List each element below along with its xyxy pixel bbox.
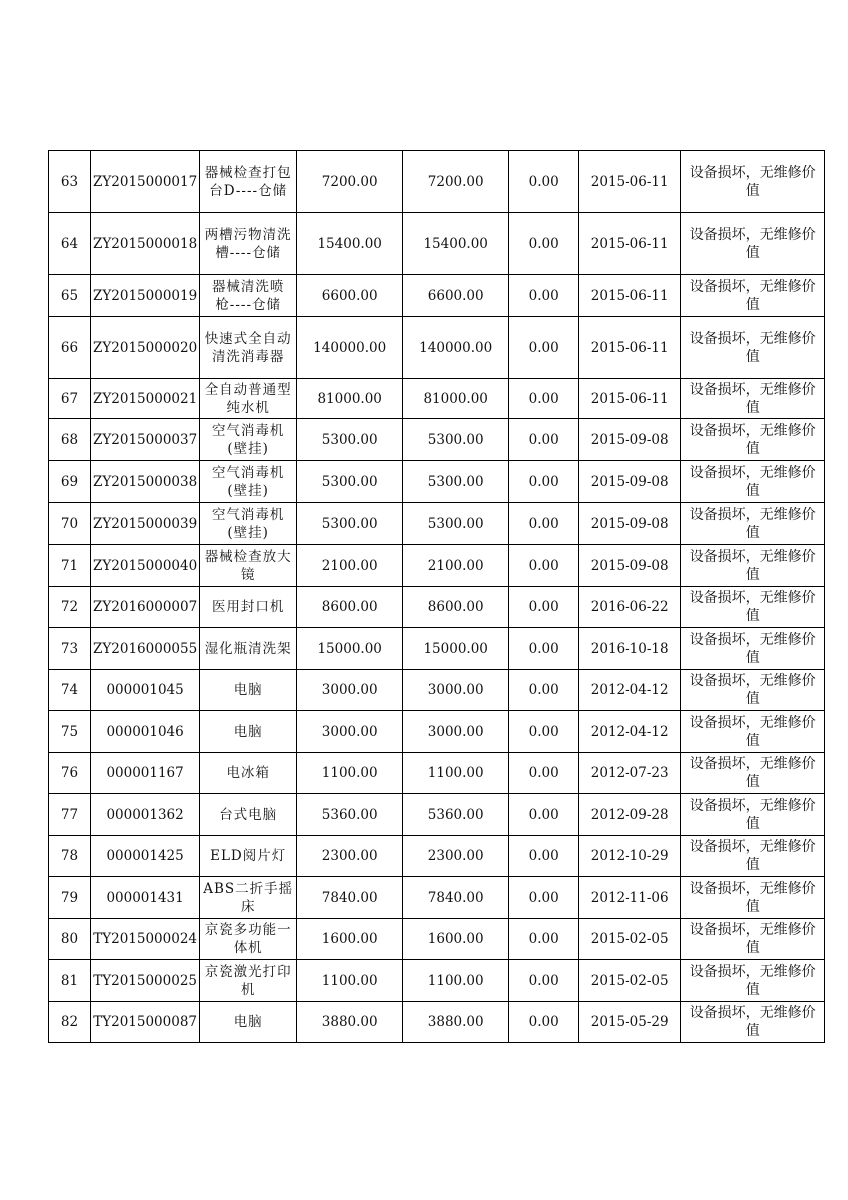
asset-code-cell: ZY2015000038	[91, 461, 200, 503]
disposal-reason-cell: 设备损坏，无维修价值	[681, 1002, 825, 1043]
disposal-reason-cell: 设备损坏，无维修价值	[681, 836, 825, 877]
original-value-cell: 2100.00	[297, 545, 403, 587]
asset-name-cell: 全自动普通型纯水机	[200, 379, 297, 419]
net-value-cell: 0.00	[509, 753, 579, 794]
disposal-reason-cell: 设备损坏，无维修价值	[681, 960, 825, 1002]
accumulated-depreciation-cell: 3000.00	[403, 670, 509, 711]
net-value-cell: 0.00	[509, 587, 579, 628]
asset-code-cell: 000001431	[91, 877, 200, 919]
asset-name-cell: 空气消毒机(壁挂)	[200, 419, 297, 461]
accumulated-depreciation-cell: 15400.00	[403, 213, 509, 275]
accumulated-depreciation-cell: 5300.00	[403, 461, 509, 503]
disposal-reason-cell: 设备损坏，无维修价值	[681, 587, 825, 628]
net-value-cell: 0.00	[509, 419, 579, 461]
asset-code-cell: 000001045	[91, 670, 200, 711]
row-number-cell: 79	[49, 877, 91, 919]
original-value-cell: 3000.00	[297, 670, 403, 711]
disposal-reason-cell: 设备损坏，无维修价值	[681, 711, 825, 753]
original-value-cell: 3880.00	[297, 1002, 403, 1043]
asset-name-cell: 电脑	[200, 711, 297, 753]
net-value-cell: 0.00	[509, 711, 579, 753]
asset-name-cell: 电冰箱	[200, 753, 297, 794]
acquisition-date-cell: 2015-06-11	[579, 317, 681, 379]
table-row	[49, 419, 825, 461]
net-value-cell: 0.00	[509, 628, 579, 670]
accumulated-depreciation-cell: 2300.00	[403, 836, 509, 877]
acquisition-date-cell: 2016-10-18	[579, 628, 681, 670]
original-value-cell: 81000.00	[297, 379, 403, 419]
net-value-cell: 0.00	[509, 919, 579, 960]
asset-name-cell: 器械检查打包台D----仓储	[200, 151, 297, 213]
disposal-reason-cell: 设备损坏，无维修价值	[681, 794, 825, 836]
asset-code-cell: 000001362	[91, 794, 200, 836]
disposal-reason-cell: 设备损坏，无维修价值	[681, 151, 825, 213]
net-value-cell: 0.00	[509, 960, 579, 1002]
net-value-cell: 0.00	[509, 151, 579, 213]
net-value-cell: 0.00	[509, 275, 579, 317]
acquisition-date-cell: 2015-02-05	[579, 919, 681, 960]
disposal-reason-cell: 设备损坏，无维修价值	[681, 670, 825, 711]
original-value-cell: 1100.00	[297, 753, 403, 794]
acquisition-date-cell: 2015-05-29	[579, 1002, 681, 1043]
asset-name-cell: 台式电脑	[200, 794, 297, 836]
asset-name-cell: 器械检查放大镜	[200, 545, 297, 587]
accumulated-depreciation-cell: 7840.00	[403, 877, 509, 919]
asset-code-cell: 000001425	[91, 836, 200, 877]
table-row	[49, 461, 825, 503]
table-row	[49, 213, 825, 275]
accumulated-depreciation-cell: 5300.00	[403, 503, 509, 545]
accumulated-depreciation-cell: 6600.00	[403, 275, 509, 317]
asset-code-cell: TY2015000087	[91, 1002, 200, 1043]
acquisition-date-cell: 2012-04-12	[579, 670, 681, 711]
acquisition-date-cell: 2015-06-11	[579, 213, 681, 275]
disposal-reason-cell: 设备损坏，无维修价值	[681, 461, 825, 503]
disposal-reason-cell: 设备损坏，无维修价值	[681, 628, 825, 670]
row-number-cell: 69	[49, 461, 91, 503]
accumulated-depreciation-cell: 3000.00	[403, 711, 509, 753]
table-row	[49, 753, 825, 794]
asset-code-cell: ZY2015000039	[91, 503, 200, 545]
asset-code-cell: TY2015000025	[91, 960, 200, 1002]
acquisition-date-cell: 2015-06-11	[579, 151, 681, 213]
table-row	[49, 628, 825, 670]
row-number-cell: 73	[49, 628, 91, 670]
accumulated-depreciation-cell: 1100.00	[403, 960, 509, 1002]
asset-name-cell: ELD阅片灯	[200, 836, 297, 877]
asset-code-cell: 000001046	[91, 711, 200, 753]
original-value-cell: 5300.00	[297, 461, 403, 503]
original-value-cell: 2300.00	[297, 836, 403, 877]
asset-code-cell: ZY2015000018	[91, 213, 200, 275]
row-number-cell: 65	[49, 275, 91, 317]
asset-code-cell: TY2015000024	[91, 919, 200, 960]
disposal-reason-cell: 设备损坏，无维修价值	[681, 275, 825, 317]
table-row	[49, 919, 825, 960]
asset-name-cell: 京瓷多功能一体机	[200, 919, 297, 960]
row-number-cell: 66	[49, 317, 91, 379]
accumulated-depreciation-cell: 5360.00	[403, 794, 509, 836]
disposal-reason-cell: 设备损坏，无维修价值	[681, 919, 825, 960]
acquisition-date-cell: 2012-11-06	[579, 877, 681, 919]
row-number-cell: 72	[49, 587, 91, 628]
table-row	[49, 317, 825, 379]
disposal-reason-cell: 设备损坏，无维修价值	[681, 753, 825, 794]
table-row	[49, 1002, 825, 1043]
acquisition-date-cell: 2012-07-23	[579, 753, 681, 794]
accumulated-depreciation-cell: 8600.00	[403, 587, 509, 628]
net-value-cell: 0.00	[509, 877, 579, 919]
original-value-cell: 1600.00	[297, 919, 403, 960]
row-number-cell: 67	[49, 379, 91, 419]
original-value-cell: 7200.00	[297, 151, 403, 213]
acquisition-date-cell: 2012-09-28	[579, 794, 681, 836]
disposal-reason-cell: 设备损坏，无维修价值	[681, 503, 825, 545]
table-row	[49, 794, 825, 836]
net-value-cell: 0.00	[509, 794, 579, 836]
row-number-cell: 81	[49, 960, 91, 1002]
asset-name-cell: 电脑	[200, 670, 297, 711]
asset-name-cell: 两槽污物清洗槽----仓储	[200, 213, 297, 275]
table-row	[49, 379, 825, 419]
accumulated-depreciation-cell: 1600.00	[403, 919, 509, 960]
original-value-cell: 3000.00	[297, 711, 403, 753]
asset-code-cell: ZY2015000037	[91, 419, 200, 461]
row-number-cell: 78	[49, 836, 91, 877]
disposal-reason-cell: 设备损坏，无维修价值	[681, 379, 825, 419]
asset-code-cell: ZY2015000021	[91, 379, 200, 419]
net-value-cell: 0.00	[509, 670, 579, 711]
net-value-cell: 0.00	[509, 213, 579, 275]
acquisition-date-cell: 2015-09-08	[579, 545, 681, 587]
row-number-cell: 82	[49, 1002, 91, 1043]
asset-name-cell: 空气消毒机(壁挂)	[200, 503, 297, 545]
acquisition-date-cell: 2012-10-29	[579, 836, 681, 877]
original-value-cell: 7840.00	[297, 877, 403, 919]
row-number-cell: 77	[49, 794, 91, 836]
net-value-cell: 0.00	[509, 836, 579, 877]
row-number-cell: 68	[49, 419, 91, 461]
original-value-cell: 8600.00	[297, 587, 403, 628]
table-row	[49, 711, 825, 753]
table-row	[49, 587, 825, 628]
acquisition-date-cell: 2016-06-22	[579, 587, 681, 628]
asset-code-cell: 000001167	[91, 753, 200, 794]
net-value-cell: 0.00	[509, 545, 579, 587]
table-row	[49, 670, 825, 711]
asset-name-cell: 湿化瓶清洗架	[200, 628, 297, 670]
accumulated-depreciation-cell: 140000.00	[403, 317, 509, 379]
row-number-cell: 76	[49, 753, 91, 794]
disposal-reason-cell: 设备损坏，无维修价值	[681, 545, 825, 587]
asset-name-cell: 医用封口机	[200, 587, 297, 628]
asset-name-cell: 器械清洗喷枪----仓储	[200, 275, 297, 317]
original-value-cell: 6600.00	[297, 275, 403, 317]
table-row	[49, 151, 825, 213]
asset-code-cell: ZY2016000055	[91, 628, 200, 670]
net-value-cell: 0.00	[509, 503, 579, 545]
disposal-reason-cell: 设备损坏，无维修价值	[681, 317, 825, 379]
asset-code-cell: ZY2016000007	[91, 587, 200, 628]
asset-disposal-table	[48, 150, 825, 1043]
original-value-cell: 15000.00	[297, 628, 403, 670]
row-number-cell: 71	[49, 545, 91, 587]
table-row	[49, 960, 825, 1002]
row-number-cell: 70	[49, 503, 91, 545]
asset-code-cell: ZY2015000040	[91, 545, 200, 587]
original-value-cell: 5300.00	[297, 503, 403, 545]
disposal-reason-cell: 设备损坏，无维修价值	[681, 419, 825, 461]
asset-name-cell: 电脑	[200, 1002, 297, 1043]
disposal-reason-cell: 设备损坏，无维修价值	[681, 877, 825, 919]
acquisition-date-cell: 2015-06-11	[579, 379, 681, 419]
acquisition-date-cell: 2015-09-08	[579, 503, 681, 545]
acquisition-date-cell: 2012-04-12	[579, 711, 681, 753]
net-value-cell: 0.00	[509, 317, 579, 379]
table-row	[49, 545, 825, 587]
acquisition-date-cell: 2015-09-08	[579, 419, 681, 461]
original-value-cell: 5360.00	[297, 794, 403, 836]
original-value-cell: 140000.00	[297, 317, 403, 379]
original-value-cell: 15400.00	[297, 213, 403, 275]
table-row	[49, 275, 825, 317]
net-value-cell: 0.00	[509, 461, 579, 503]
table-row	[49, 836, 825, 877]
asset-code-cell: ZY2015000017	[91, 151, 200, 213]
asset-name-cell: ABS二折手摇床	[200, 877, 297, 919]
asset-name-cell: 快速式全自动清洗消毒器	[200, 317, 297, 379]
table-row	[49, 503, 825, 545]
acquisition-date-cell: 2015-06-11	[579, 275, 681, 317]
table-row	[49, 877, 825, 919]
row-number-cell: 74	[49, 670, 91, 711]
accumulated-depreciation-cell: 3880.00	[403, 1002, 509, 1043]
asset-name-cell: 空气消毒机(壁挂)	[200, 461, 297, 503]
accumulated-depreciation-cell: 7200.00	[403, 151, 509, 213]
acquisition-date-cell: 2015-09-08	[579, 461, 681, 503]
row-number-cell: 63	[49, 151, 91, 213]
disposal-reason-cell: 设备损坏，无维修价值	[681, 213, 825, 275]
original-value-cell: 5300.00	[297, 419, 403, 461]
original-value-cell: 1100.00	[297, 960, 403, 1002]
net-value-cell: 0.00	[509, 379, 579, 419]
accumulated-depreciation-cell: 2100.00	[403, 545, 509, 587]
asset-code-cell: ZY2015000020	[91, 317, 200, 379]
row-number-cell: 75	[49, 711, 91, 753]
acquisition-date-cell: 2015-02-05	[579, 960, 681, 1002]
net-value-cell: 0.00	[509, 1002, 579, 1043]
accumulated-depreciation-cell: 1100.00	[403, 753, 509, 794]
row-number-cell: 64	[49, 213, 91, 275]
accumulated-depreciation-cell: 5300.00	[403, 419, 509, 461]
asset-code-cell: ZY2015000019	[91, 275, 200, 317]
accumulated-depreciation-cell: 15000.00	[403, 628, 509, 670]
row-number-cell: 80	[49, 919, 91, 960]
accumulated-depreciation-cell: 81000.00	[403, 379, 509, 419]
asset-name-cell: 京瓷激光打印机	[200, 960, 297, 1002]
